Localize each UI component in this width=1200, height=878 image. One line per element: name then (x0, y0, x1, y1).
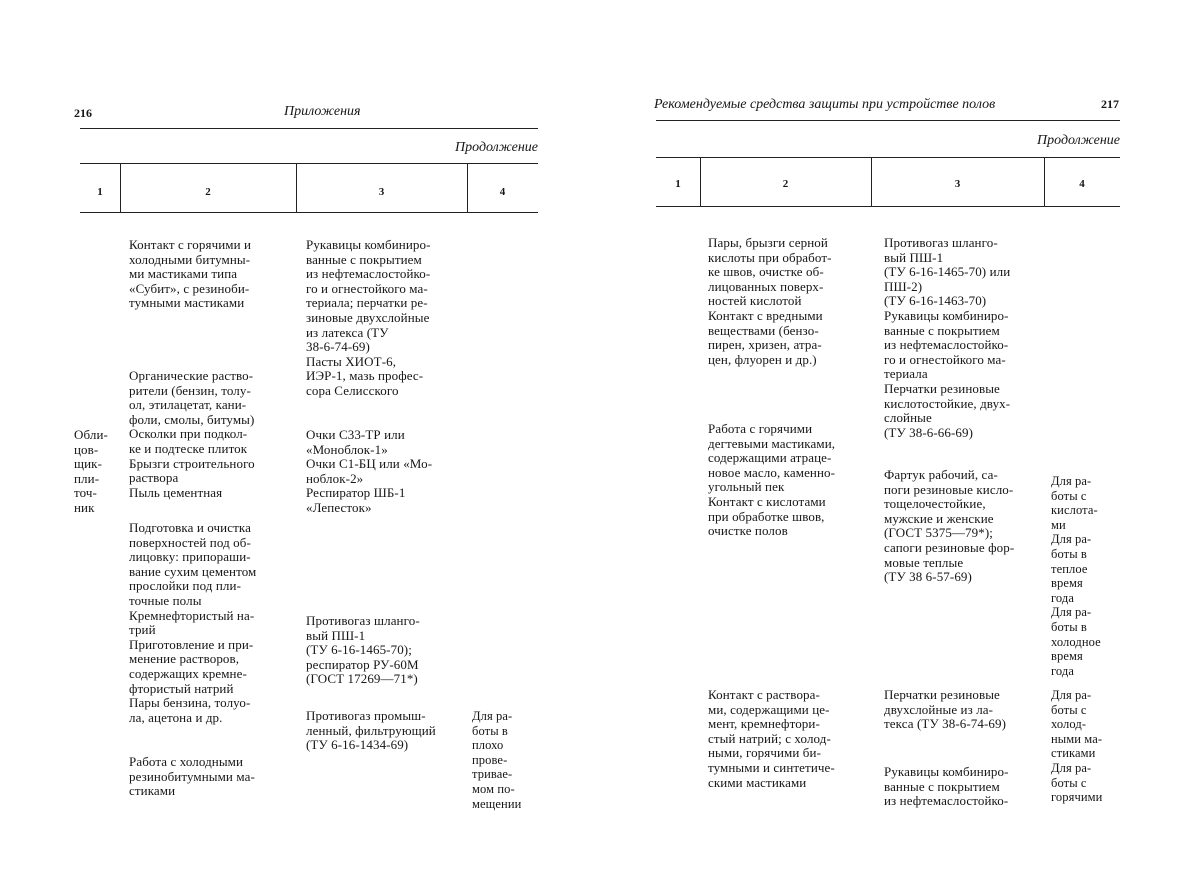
table-cell: Фартук рабочий, са- поги резиновые кисло- тощелочестойкие, мужские и женские (ГОСТ 5375—79*); сапоги резиновые фор- мовые теплые (ТУ 38 6-57-69) (884, 467, 1015, 585)
table-cell: Для ра- боты с кислота- ми Для ра- боты в теплое время года Для ра- боты в холодное время года (1051, 474, 1101, 678)
header-rule (656, 120, 1120, 121)
col-header: 3 (378, 186, 385, 198)
table-cell: Контакт с горячими и холодными битумны- ми мастиками типа «Субит», с резинοби- тумными мастиками (129, 237, 252, 311)
col-header: 2 (205, 186, 211, 198)
col-header: 3 (954, 178, 961, 190)
table-top-rule (656, 157, 1120, 158)
table-cell: Работа с холодными резинобитумными ма- стиками (129, 754, 255, 799)
running-head: Рекомендуемые средства защиты при устройстве полов (654, 97, 996, 112)
continuation-label: Продолжение (455, 140, 538, 155)
table-cell: Пары, брызги серной кислоты при обработ- ке швов, очистке об- лицованных поверх- ностей кислотой Контакт с вредными веществами (бензо- пирен, хризен, атра- цен, флуорен и др.) (708, 235, 832, 367)
table-cell: Рукавицы комбиниро- ванные с покрытием из нефтемаслостойко- (884, 764, 1009, 809)
table-cell: Обли- цов- щик- пли- точ- ник (74, 427, 108, 515)
table-cell: Контакт с раствора- ми, содержащими це- мент, кремнефтори- стый натрий; с холод- ными, горячими би- тумными и синтетиче- скими мастиками (708, 687, 835, 790)
table-header-rule (80, 212, 538, 213)
col-header: 1 (675, 178, 681, 190)
table-cell: Для ра- боты в плохо прове- тривае- мом по- мещении (472, 709, 522, 811)
table-cell: Органические раство- рители (бензин, толу- ол, этилацетат, кани- фоли, смолы, битумы) Осколки при подкол- ке и подтеске плиток Брызги строительного раствора Пыль цементная (129, 368, 255, 500)
header-rule (80, 128, 538, 129)
col-header: 2 (782, 178, 789, 190)
page-number: 217 (1101, 97, 1119, 111)
table-cell: Противогаз промыш- ленный, фильтрующий (ТУ 6-16-1434-69) (306, 708, 436, 753)
table-cell: Подготовка и очистка поверхностей под об- лицовку: припораши- вание сухим цементом прослойки под пли- точные полы Кремнефтористый на- трий Приготовление и при- менение растворов, содержащих кремне- фтористый натрий Пары бензина, толуо- ла, ацетона и др. (129, 520, 257, 725)
page-number: 216 (74, 106, 92, 120)
continuation-label: Продолжение (1037, 133, 1120, 148)
table-cell: Работа с горячими дегтевыми мастиками, содержащими атраце- новое масло, каменно- угольный пек Контакт с кислотами при обработке швов, очистке полов (708, 421, 836, 539)
table-cell: Очки С33-ТР или «Моноблок-1» Очки С1-БЦ или «Мо- ноблок-2» Респиратор ШБ-1 «Лепесток» (306, 427, 433, 515)
table-header-rule (656, 206, 1120, 207)
col-header: 4 (1079, 178, 1085, 190)
col-header: 4 (499, 186, 506, 198)
table-cell: Рукавицы комбиниро- ванные с покрытием из нефтемаслостойко- го и огнестойкого ма- териала; перчатки ре- зиновые двухслойные из латекса (ТУ 38-6-74-69) Пасты ХИОТ-6, ИЭР-1, мазь профес- сора Селисского (306, 237, 431, 398)
table-cell: Для ра- боты с холод- ными ма- стиками Для ра- боты с горячими (1051, 688, 1103, 805)
table-top-rule (80, 163, 538, 164)
running-head: Приложения (284, 104, 361, 119)
table-cell: Противогаз шланго- вый ПШ-1 (ТУ 6-16-1465-70); респиратор РУ-60М (ГОСТ 17269—71*) (306, 613, 420, 687)
table-cell: Перчатки резиновые двухслойные из ла- текса (ТУ 38-6-74-69) (884, 687, 1007, 732)
col-header: 1 (97, 186, 103, 198)
right-page (600, 0, 1200, 878)
table-cell: Противогаз шланго- вый ПШ-1 (ТУ 6-16-1465-70) или ПШ-2) (ТУ 6-16-1463-70) Рукавицы комбиниро- ванные с покрытием из нефтемаслостойко- го и огнестойкого ма- териала Перчатки резиновые кислотостойкие, двух- слойные (ТУ 38-6-66-69) (884, 235, 1011, 440)
